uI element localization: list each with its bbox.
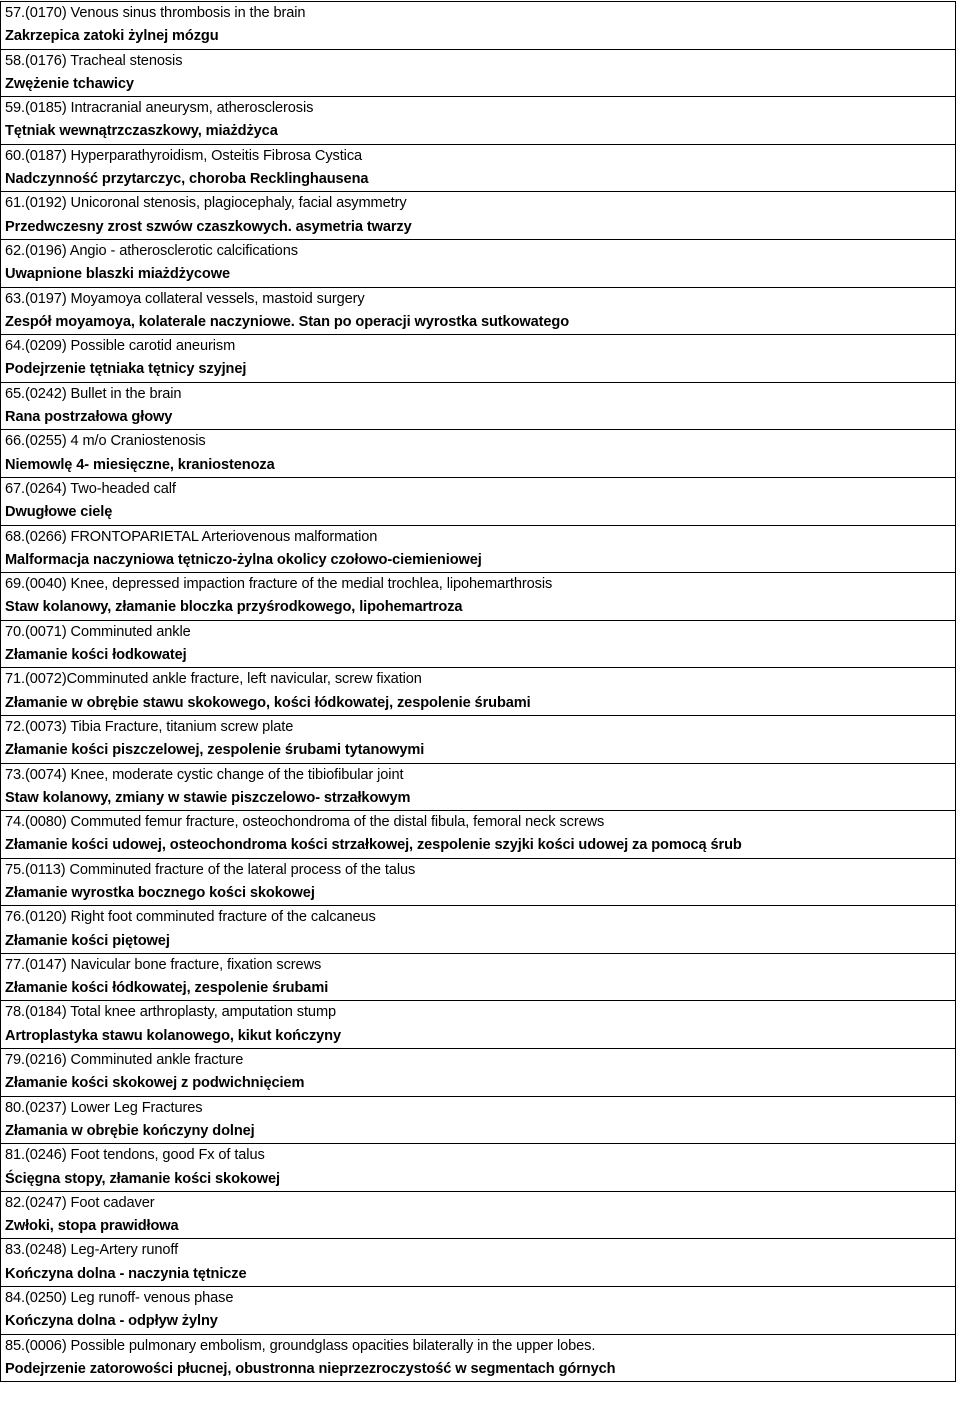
entry-english-title: 60.(0187) Hyperparathyroidism, Osteitis Fibrosa Cystica: [5, 147, 363, 164]
catalog-entry: [1, 573, 955, 621]
catalog-entry: [1, 1239, 955, 1287]
catalog-entry: [1, 383, 955, 431]
entry-polish-title: Złamanie w obrębie stawu skokowego, kości łódkowatej, zespolenie śrubami: [5, 694, 531, 711]
entry-polish-title: Złamanie kości udowej, osteochondroma kości strzałkowej, zespolenie szyjki kości udowej za pomocą śrub: [5, 837, 742, 854]
entry-polish-title: Zwłoki, stopa prawidłowa: [5, 1218, 179, 1235]
entry-polish-title: Artroplastyka stawu kolanowego, kikut kończyny: [5, 1027, 342, 1044]
entry-english-title: 63.(0197) Moyamoya collateral vessels, mastoid surgery: [5, 290, 365, 307]
catalog-entry: [1, 1335, 955, 1383]
entry-english-title: 59.(0185) Intracranial aneurysm, atherosclerosis: [5, 100, 314, 117]
entry-english-title: 69.(0040) Knee, depressed impaction fracture of the medial trochlea, lipohemarthrosis: [5, 576, 553, 593]
image-catalog-table: [0, 1, 956, 1382]
catalog-entry: [1, 145, 955, 193]
entry-polish-title: Złamanie wyrostka bocznego kości skokowej: [5, 884, 315, 901]
entry-english-title: 64.(0209) Possible carotid aneurism: [5, 338, 236, 355]
catalog-entry: [1, 478, 955, 526]
entry-polish-title: Malformacja naczyniowa tętniczo-żylna okolicy czołowo-ciemieniowej: [5, 551, 482, 568]
entry-polish-title: Podejrzenie zatorowości płucnej, obustronna nieprzezroczystość w segmentach górnych: [5, 1360, 616, 1377]
entry-polish-title: Podejrzenie tętniaka tętnicy szyjnej: [5, 361, 247, 378]
entry-english-title: 83.(0248) Leg-Artery runoff: [5, 1242, 179, 1259]
entry-english-title: 72.(0073) Tibia Fracture, titanium screw plate: [5, 718, 294, 735]
entry-polish-title: Zespół moyamoya, kolaterale naczyniowe. Stan po operacji wyrostka sutkowatego: [5, 313, 570, 330]
catalog-entry: [1, 526, 955, 574]
entry-polish-title: Staw kolanowy, złamanie bloczka przyśrodkowego, lipohemartroza: [5, 599, 463, 616]
entry-polish-title: Niemowlę 4- miesięczne, kraniostenoza: [5, 456, 275, 473]
catalog-entry: [1, 335, 955, 383]
entry-polish-title: Kończyna dolna - naczynia tętnicze: [5, 1265, 247, 1282]
entry-polish-title: Rana postrzałowa głowy: [5, 409, 173, 426]
catalog-entry: [1, 1001, 955, 1049]
entry-english-title: 78.(0184) Total knee arthroplasty, amputation stump: [5, 1004, 337, 1021]
entry-polish-title: Ścięgna stopy, złamanie kości skokowej: [5, 1170, 280, 1187]
entry-polish-title: Złamanie kości piszczelowej, zespolenie śrubami tytanowymi: [5, 742, 425, 759]
entry-english-title: 57.(0170) Venous sinus thrombosis in the brain: [5, 5, 306, 21]
entry-polish-title: Złamanie kości łodkowatej: [5, 647, 187, 664]
catalog-entry: [1, 2, 955, 50]
catalog-entry: [1, 288, 955, 336]
entry-english-title: 70.(0071) Comminuted ankle: [5, 623, 191, 640]
entry-english-title: 79.(0216) Comminuted ankle fracture: [5, 1052, 244, 1069]
entry-english-title: 76.(0120) Right foot comminuted fracture of the calcaneus: [5, 909, 376, 926]
catalog-entry: [1, 240, 955, 288]
catalog-entry: [1, 716, 955, 764]
entry-english-title: 73.(0074) Knee, moderate cystic change of the tibiofibular joint: [5, 766, 404, 783]
catalog-entry: [1, 668, 955, 716]
catalog-entry: [1, 859, 955, 907]
entry-polish-title: Uwapnione blaszki miażdżycowe: [5, 266, 230, 283]
entry-english-title: 84.(0250) Leg runoff- venous phase: [5, 1290, 234, 1307]
entry-polish-title: Złamanie kości łódkowatej, zespolenie śrubami: [5, 980, 329, 997]
entry-polish-title: Nadczynność przytarczyc, choroba Recklinghausena: [5, 171, 369, 188]
entry-polish-title: Zakrzepica zatoki żylnej mózgu: [5, 28, 219, 45]
catalog-entry: [1, 764, 955, 812]
entry-english-title: 67.(0264) Two-headed calf: [5, 480, 176, 497]
catalog-entry: [1, 954, 955, 1002]
catalog-entry: [1, 1097, 955, 1145]
entry-english-title: 77.(0147) Navicular bone fracture, fixation screws: [5, 956, 322, 973]
catalog-entry: [1, 1144, 955, 1192]
entry-english-title: 66.(0255) 4 m/o Craniostenosis: [5, 433, 206, 450]
catalog-entry: [1, 1287, 955, 1335]
entry-english-title: 81.(0246) Foot tendons, good Fx of talus: [5, 1147, 265, 1164]
catalog-entry: [1, 621, 955, 669]
entry-polish-title: Złamanie kości skokowej z podwichnięciem: [5, 1075, 305, 1092]
entry-english-title: 68.(0266) FRONTOPARIETAL Arteriovenous malformation: [5, 528, 378, 545]
catalog-entry: [1, 906, 955, 954]
entry-polish-title: Zwężenie tchawicy: [5, 75, 134, 92]
catalog-entry: [1, 97, 955, 145]
entry-english-title: 65.(0242) Bullet in the brain: [5, 385, 182, 402]
catalog-entry: [1, 1192, 955, 1240]
entry-english-title: 62.(0196) Angio - atherosclerotic calcifications: [5, 242, 298, 259]
entry-polish-title: Staw kolanowy, zmiany w stawie piszczelowo- strzałkowym: [5, 789, 411, 806]
entry-english-title: 85.(0006) Possible pulmonary embolism, groundglass opacities bilaterally in the upper lobes.: [5, 1337, 596, 1354]
catalog-entry: [1, 192, 955, 240]
entry-polish-title: Przedwczesny zrost szwów czaszkowych. asymetria twarzy: [5, 218, 412, 235]
entry-english-title: 82.(0247) Foot cadaver: [5, 1194, 155, 1211]
entry-english-title: 80.(0237) Lower Leg Fractures: [5, 1099, 203, 1116]
catalog-entry: [1, 811, 955, 859]
catalog-entry: [1, 50, 955, 98]
catalog-entry: [1, 430, 955, 478]
entry-english-title: 75.(0113) Comminuted fracture of the lateral process of the talus: [5, 861, 416, 878]
entry-polish-title: Dwugłowe cielę: [5, 504, 113, 521]
catalog-entry: [1, 1049, 955, 1097]
entry-english-title: 61.(0192) Unicoronal stenosis, plagiocephaly, facial asymmetry: [5, 195, 407, 212]
entry-polish-title: Kończyna dolna - odpływ żylny: [5, 1313, 218, 1330]
entry-polish-title: Złamanie kości piętowej: [5, 932, 170, 949]
entry-english-title: 71.(0072)Comminuted ankle fracture, left navicular, screw fixation: [5, 671, 422, 688]
entry-english-title: 74.(0080) Commuted femur fracture, osteochondroma of the distal fibula, femoral neck screws: [5, 814, 605, 831]
entry-english-title: 58.(0176) Tracheal stenosis: [5, 52, 183, 69]
entry-polish-title: Złamania w obrębie kończyny dolnej: [5, 1122, 255, 1139]
entry-polish-title: Tętniak wewnątrzczaszkowy, miażdżyca: [5, 123, 278, 140]
